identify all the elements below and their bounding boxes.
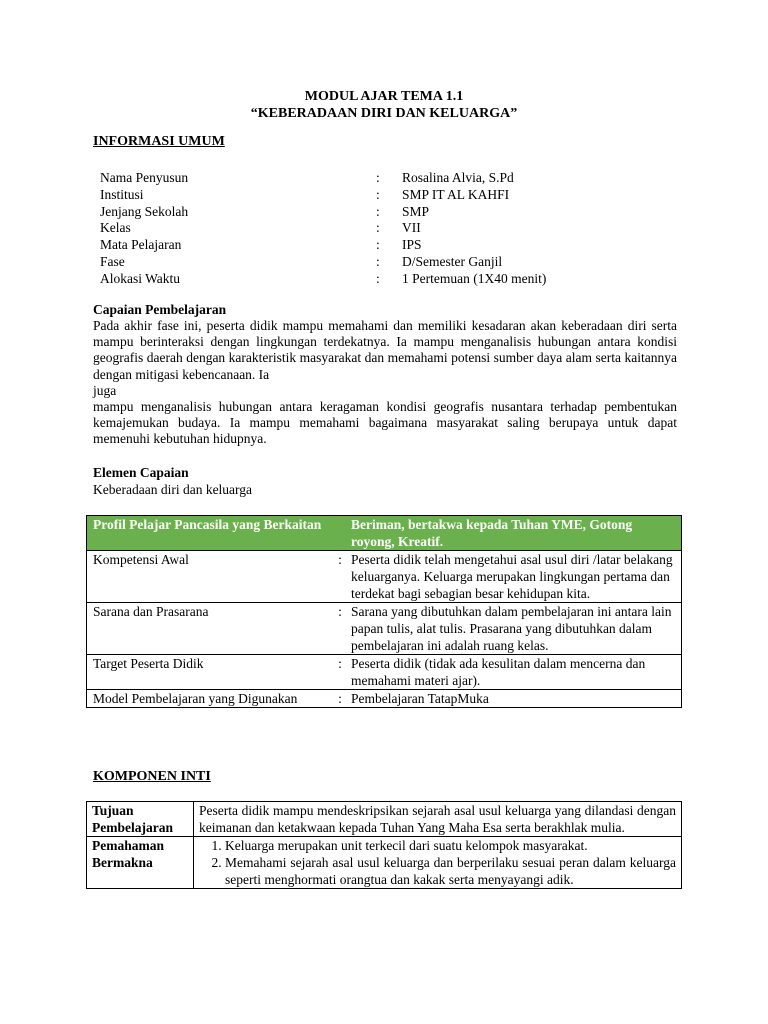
row-label: Model Pembelajaran yang Digunakan — [87, 690, 336, 708]
row-colon: : — [335, 551, 345, 603]
row-value: Pembelajaran TatapMuka — [345, 690, 682, 708]
info-label: Fase — [100, 253, 125, 269]
info-row — [100, 254, 600, 271]
info-value: SMP — [402, 203, 430, 219]
list-item: 2. Memahami sejarah asal usul keluarga dan berperilaku sesuai peran dalam keluarga seperti menghormati orangtua dan kakak serta menyayangi adik. — [225, 854, 676, 888]
informasi-umum-heading: INFORMASI UMUM — [93, 134, 225, 149]
tujuan-text: Peserta didik mampu mendeskripsikan sejarah asal usul keluarga yang dilandasi dengan keimanan dan ketakwaan kepada Tuhan Yang Maha Esa serta berakhlak mulia. — [194, 802, 682, 837]
capaian-text — [93, 318, 677, 448]
info-label: Jenjang Sekolah — [100, 203, 189, 219]
info-label: Nama Penyusun — [100, 170, 189, 185]
komponen-inti-heading: KOMPONEN INTI — [93, 769, 211, 784]
info-label: Alokasi Waktu — [100, 270, 181, 286]
tujuan-label: Tujuan Pembelajaran — [87, 802, 194, 837]
capaian-paragraph-2: mampu menganalisis hubungan antara keragaman kondisi geografis nusantara terhadap pembentukan kemajemukan budaya. Ia mampu memahami bagaimana masyarakat saling berupaya untuk dapat memenuhi kebutuhan hidupnya. — [93, 399, 677, 447]
info-value: 1 Pertemuan (1X40 menit) — [402, 270, 547, 286]
info-value: Rosalina Alvia, S.Pd — [402, 170, 514, 185]
pemahaman-list-cell — [194, 837, 682, 889]
row-colon: : — [335, 690, 345, 708]
pemahaman-list — [199, 837, 676, 888]
info-label: Mata Pelajaran — [100, 237, 182, 253]
document-title — [0, 88, 768, 122]
profil-header-label: Profil Pelajar Pancasila yang Berkaitan — [87, 516, 336, 551]
profil-header-value: Beriman, bertakwa kepada Tuhan YME, Gotong royong, Kreatif. — [345, 516, 682, 551]
table-row — [87, 690, 682, 708]
row-label: Sarana dan Prasarana — [87, 603, 336, 655]
info-colon: : — [376, 237, 380, 253]
info-value: SMP IT AL KAHFI — [402, 186, 510, 202]
title-line-1: MODUL AJAR TEMA 1.1 — [304, 89, 464, 104]
title-line-2: “KEBERADAAN DIRI DAN KELUARGA” — [250, 106, 518, 121]
profil-header-spacer — [335, 516, 345, 551]
table-row — [87, 655, 682, 690]
capaian-heading: Capaian Pembelajaran — [93, 302, 227, 317]
row-colon: : — [335, 603, 345, 655]
elemen-heading: Elemen Capaian — [93, 465, 189, 480]
info-row — [100, 187, 600, 204]
elemen-text: Keberadaan diri dan keluarga — [93, 482, 253, 497]
info-row — [100, 220, 600, 237]
info-label: Institusi — [100, 186, 144, 202]
info-value: IPS — [402, 237, 422, 253]
capaian-paragraph-1: Pada akhir fase ini, peserta didik mampu memahami dan memiliki kesadaran akan keberadaan diri serta mampu berinteraksi dengan lingkungan terdekatnya. Ia mampu menganalisis hubungan antara kondisi geografis daerah dengan karakteristik masyarakat dan memahami potensi sumber daya alam serta kaitannya dengan mitigasi kebencanaan. Ia — [93, 318, 677, 382]
info-colon: : — [376, 170, 380, 185]
row-colon: : — [335, 655, 345, 690]
profil-header-row — [87, 516, 682, 551]
list-item: 1. Keluarga merupakan unit terkecil dari suatu kelompok masyarakat. — [225, 837, 676, 854]
info-colon: : — [376, 220, 380, 236]
info-row — [100, 170, 600, 187]
table-row — [87, 603, 682, 655]
profil-table — [86, 515, 682, 708]
info-value: D/Semester Ganjil — [402, 253, 503, 269]
info-colon: : — [376, 203, 380, 219]
info-colon: : — [376, 186, 380, 202]
info-colon: : — [376, 270, 380, 286]
info-row — [100, 271, 600, 288]
row-value: Peserta didik (tidak ada kesulitan dalam mencerna dan memahami materi ajar). — [345, 655, 682, 690]
info-value: VII — [402, 220, 421, 236]
table-row — [87, 802, 682, 837]
info-colon: : — [376, 253, 380, 269]
table-row — [87, 837, 682, 889]
capaian-paragraph-1-tail: juga — [93, 382, 117, 398]
row-label: Kompetensi Awal — [87, 551, 336, 603]
row-label: Target Peserta Didik — [87, 655, 336, 690]
pemahaman-label: Pemahaman Bermakna — [87, 837, 194, 889]
info-label: Kelas — [100, 220, 131, 236]
row-value: Peserta didik telah mengetahui asal usul diri /latar belakang keluarganya. Keluarga merupakan lingkungan pertama dan terdekat bagi sebagian besar kehidupan kita. — [345, 551, 682, 603]
komponen-inti-table — [86, 801, 682, 889]
informasi-umum-table — [100, 170, 600, 288]
info-row — [100, 237, 600, 254]
table-row — [87, 551, 682, 603]
info-row — [100, 204, 600, 221]
row-value: Sarana yang dibutuhkan dalam pembelajaran ini antara lain papan tulis, alat tulis. Prasarana yang dibutuhkan dalam pembelajaran ini adalah ruang kelas. — [345, 603, 682, 655]
